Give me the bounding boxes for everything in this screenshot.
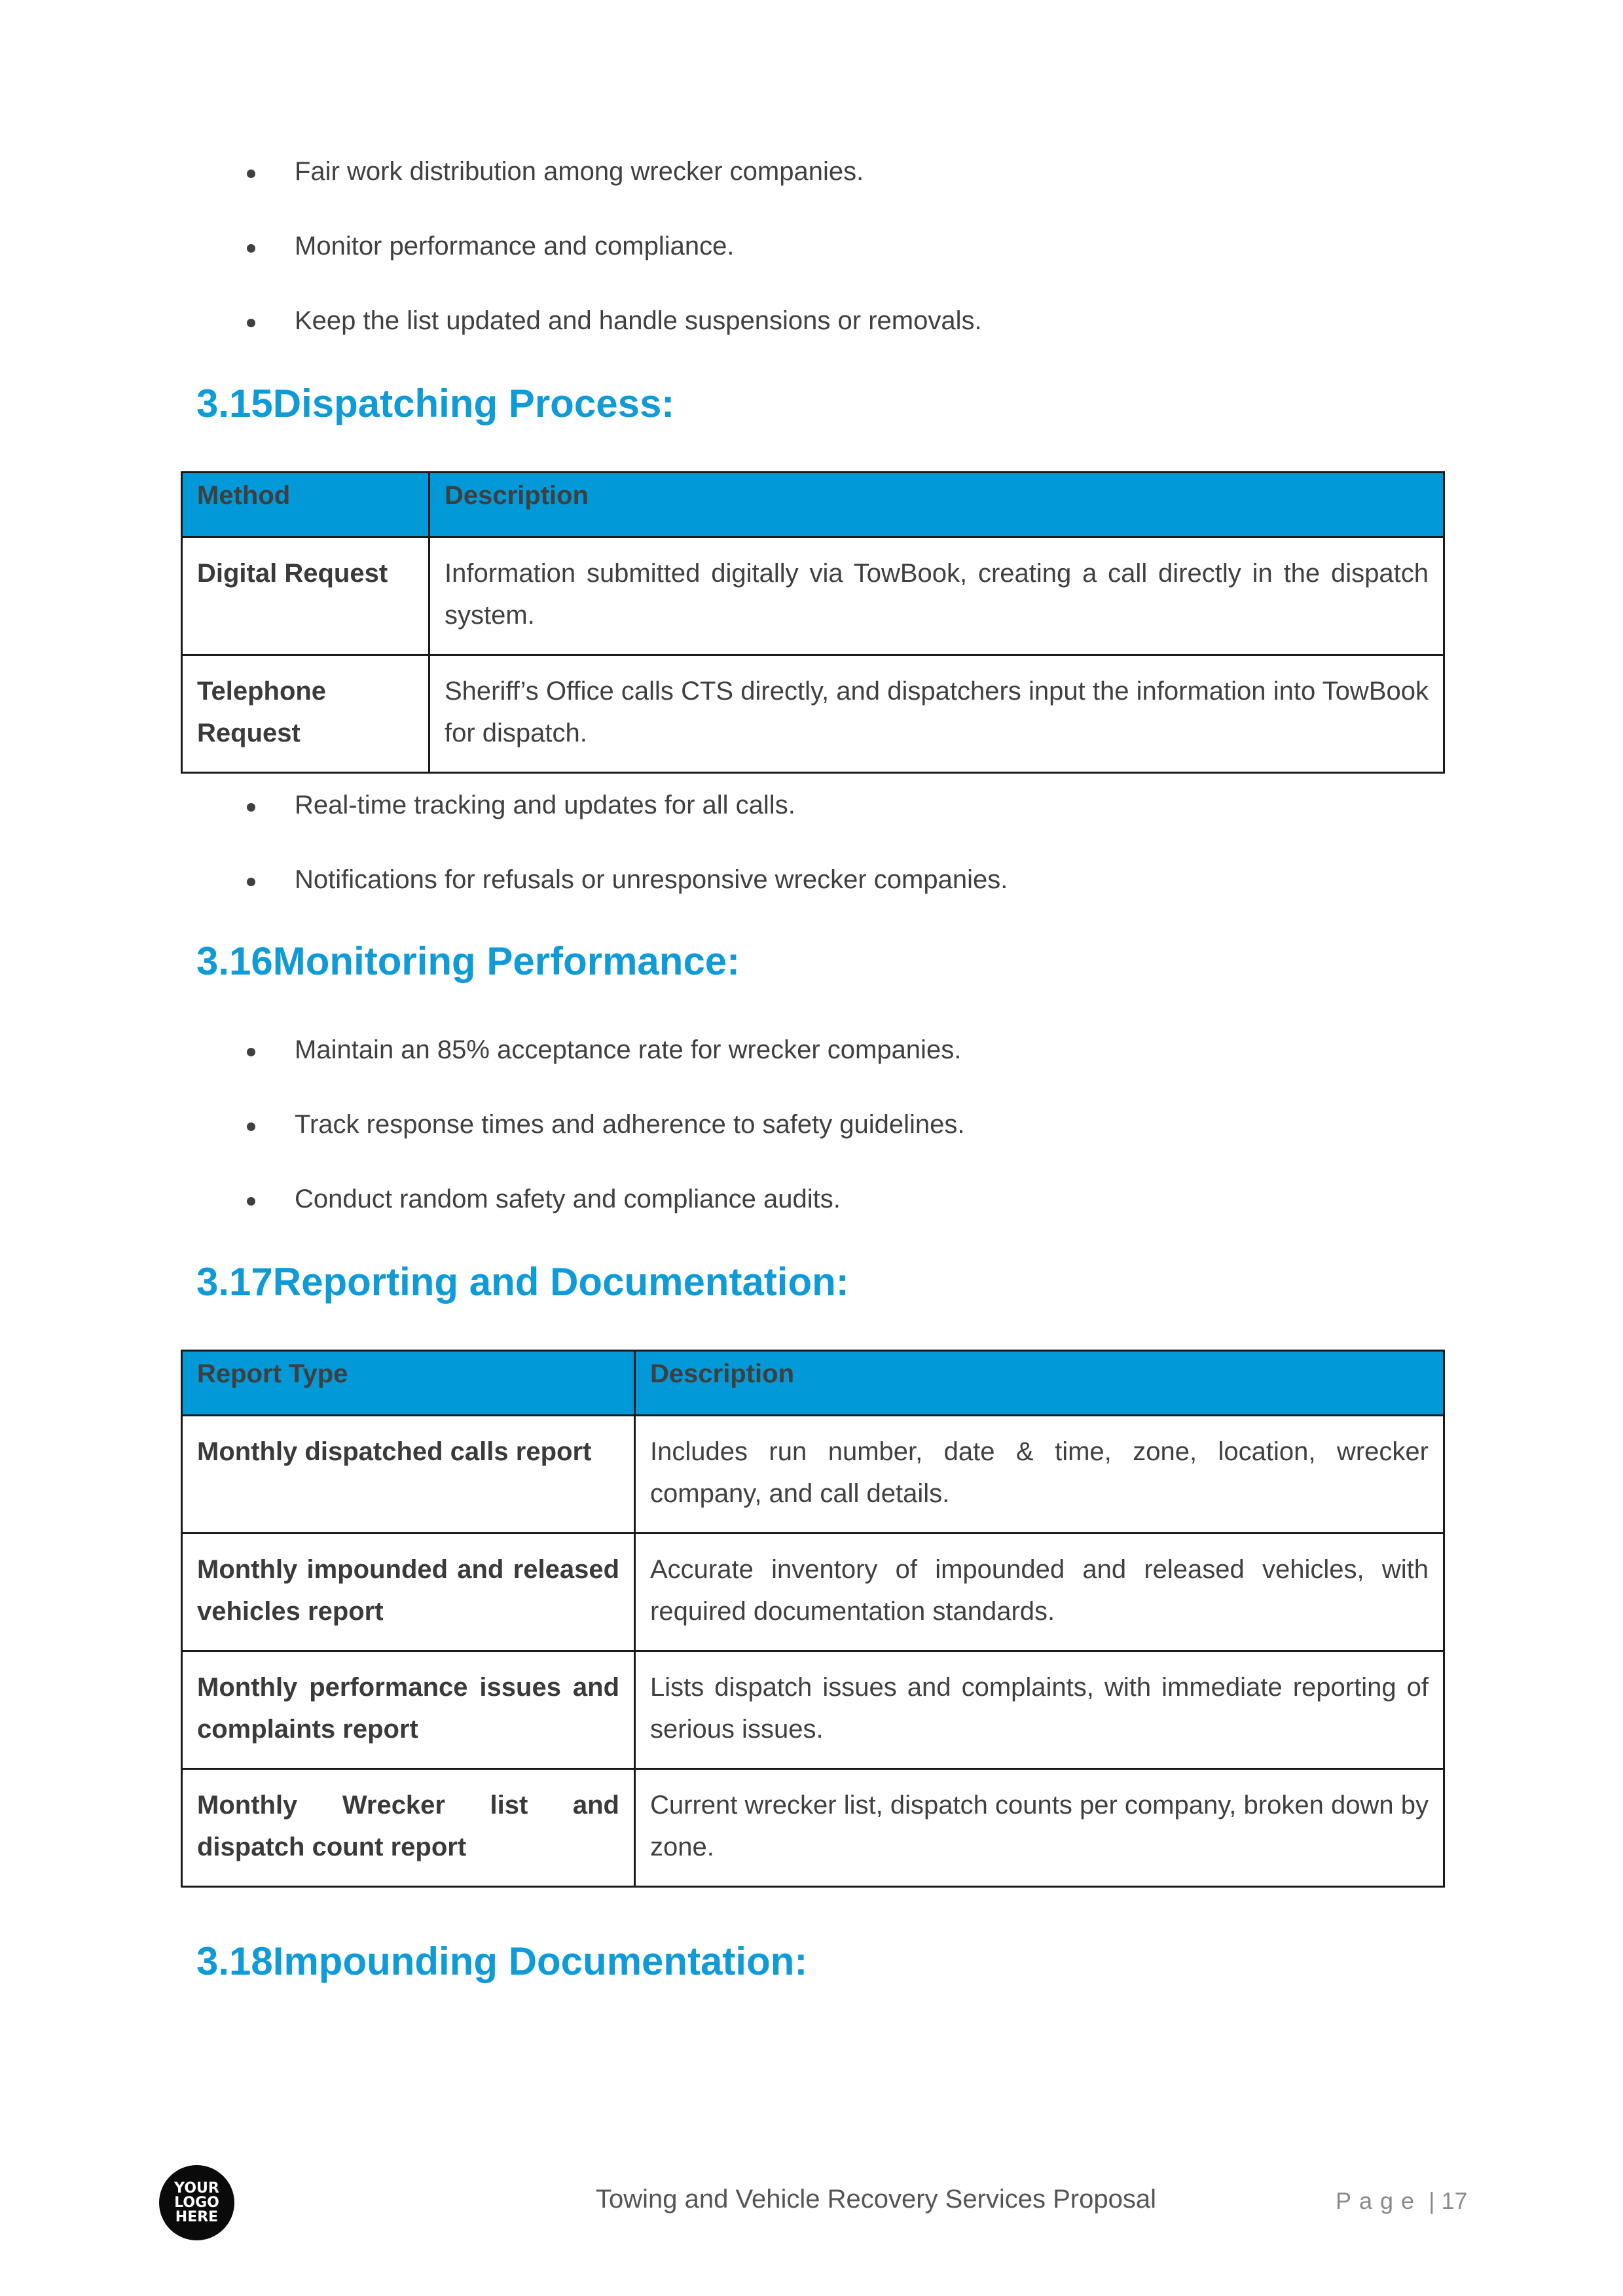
bullet-icon	[247, 244, 255, 253]
table-row	[182, 1534, 1444, 1651]
report-type-cell: Monthly impounded and released vehicles report	[182, 1534, 635, 1651]
description-cell: Sheriff’s Office calls CTS directly, and dispatchers input the information into TowBook for dispatch.	[429, 655, 1444, 773]
table-header-row	[182, 473, 1444, 537]
dispatch-table	[181, 471, 1445, 774]
list-item: Keep the list updated and handle suspensions or removals.	[0, 304, 982, 338]
bullet-icon	[247, 319, 255, 327]
table-row	[182, 537, 1444, 655]
list-item: Track response times and adherence to safety guidelines.	[0, 1107, 965, 1141]
table-row	[182, 1651, 1444, 1769]
list-item: Notifications for refusals or unresponsive wrecker companies.	[0, 863, 1008, 897]
method-cell: Digital Request	[182, 537, 429, 655]
description-cell: Information submitted digitally via TowBook, creating a call directly in the dispatch system.	[429, 537, 1444, 655]
column-header-description: Description	[635, 1351, 1444, 1416]
list-item: Monitor performance and compliance.	[0, 229, 982, 263]
bullet-list-dispatch	[0, 788, 1008, 897]
table-header-row	[182, 1351, 1444, 1416]
section-heading-3-18: 3.18Impounding Documentation:	[196, 1939, 808, 1983]
bullet-list-monitoring	[0, 1033, 965, 1216]
description-cell: Lists dispatch issues and complaints, with immediate reporting of serious issues.	[635, 1651, 1444, 1769]
list-item: Real-time tracking and updates for all calls.	[0, 788, 1008, 822]
description-cell: Accurate inventory of impounded and released vehicles, with required documentation standards.	[635, 1534, 1444, 1651]
section-heading-3-16: 3.16Monitoring Performance:	[196, 939, 740, 983]
company-logo: YOUR LOGO HERE	[159, 2165, 234, 2240]
description-cell: Current wrecker list, dispatch counts per company, broken down by zone.	[635, 1769, 1444, 1887]
list-item: Conduct random safety and compliance audits.	[0, 1182, 965, 1216]
list-item: Maintain an 85% acceptance rate for wrecker companies.	[0, 1033, 965, 1067]
footer-document-title: Towing and Vehicle Recovery Services Proposal	[596, 2185, 1156, 2214]
list-item: Fair work distribution among wrecker companies.	[0, 154, 982, 188]
column-header-description: Description	[429, 473, 1444, 537]
table-row	[182, 1416, 1444, 1534]
bullet-icon	[247, 1122, 255, 1131]
report-table	[181, 1350, 1445, 1888]
description-cell: Includes run number, date & time, zone, location, wrecker company, and call details.	[635, 1416, 1444, 1534]
column-header-method: Method	[182, 473, 429, 537]
column-header-report-type: Report Type	[182, 1351, 635, 1416]
table-row	[182, 1769, 1444, 1887]
method-cell: Telephone Request	[182, 655, 429, 773]
bullet-icon	[247, 1048, 255, 1056]
section-heading-3-15: 3.15Dispatching Process:	[196, 382, 675, 425]
bullet-icon	[247, 878, 255, 886]
footer-page-number: Page | 17	[1336, 2187, 1468, 2214]
bullet-list-top	[0, 154, 982, 338]
report-type-cell: Monthly performance issues and complaints report	[182, 1651, 635, 1769]
report-type-cell: Monthly dispatched calls report	[182, 1416, 635, 1534]
bullet-icon	[247, 170, 255, 178]
bullet-icon	[247, 1197, 255, 1206]
section-heading-3-17: 3.17Reporting and Documentation:	[196, 1260, 849, 1304]
bullet-icon	[247, 803, 255, 812]
report-type-cell: Monthly Wrecker list and dispatch count report	[182, 1769, 635, 1887]
table-row	[182, 655, 1444, 773]
